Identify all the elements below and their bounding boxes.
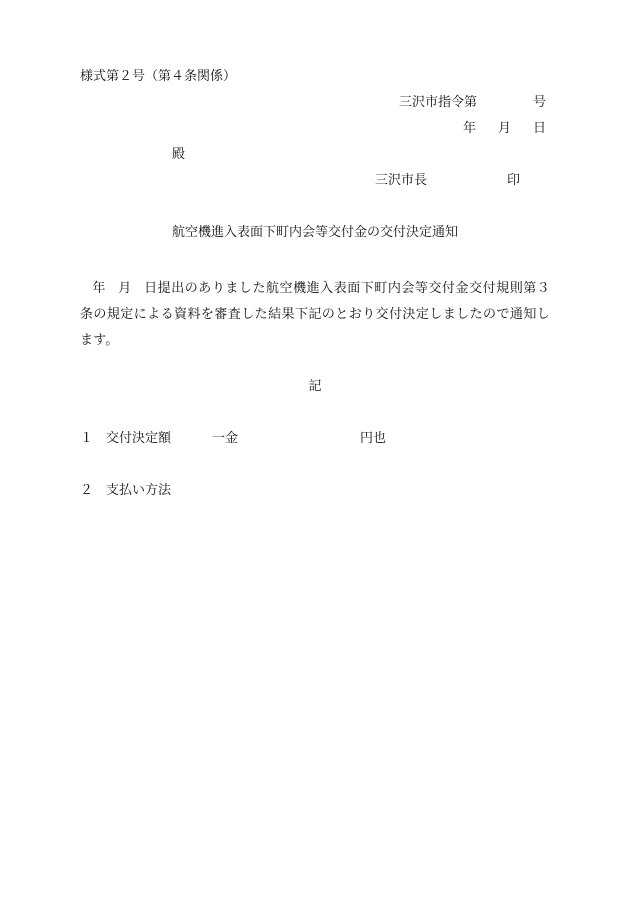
body-paragraph: [80, 276, 550, 354]
addressee: 殿: [172, 147, 186, 162]
date-month: 月: [497, 121, 511, 136]
directive-number: [399, 96, 546, 109]
date-day: 日: [532, 121, 546, 136]
ki-heading: 記: [308, 379, 322, 394]
item-number: ２: [80, 483, 94, 498]
amount-suffix: 円也: [360, 431, 387, 446]
item-payment-method: [80, 484, 171, 497]
item-number: １: [80, 431, 94, 446]
date-line: [463, 122, 546, 135]
date-year: 年: [462, 121, 476, 136]
issuer: [375, 174, 520, 187]
directive-prefix: 三沢市指令第: [398, 95, 477, 110]
body-year: 年: [92, 281, 106, 296]
body-text: 日提出のありました航空機進入表面下町内会等交付金交付規則第３条の規定による資料を審査した結果下記のとおり交付決定しましたので通知します。: [80, 281, 550, 348]
issuer-name: 三沢市長: [374, 173, 427, 188]
directive-suffix: 号: [532, 95, 546, 110]
item-label: 交付決定額: [106, 431, 172, 446]
document-title: 航空機進入表面下町内会等交付金の交付決定通知: [171, 225, 458, 240]
item-label: 支払い方法: [106, 483, 172, 498]
form-number: 様式第２号（第４条関係）: [80, 69, 237, 84]
amount-prefix: 一金: [212, 431, 239, 446]
item-grant-amount: [80, 432, 386, 445]
issuer-seal: 印: [506, 173, 520, 188]
body-month: 月: [117, 281, 132, 296]
